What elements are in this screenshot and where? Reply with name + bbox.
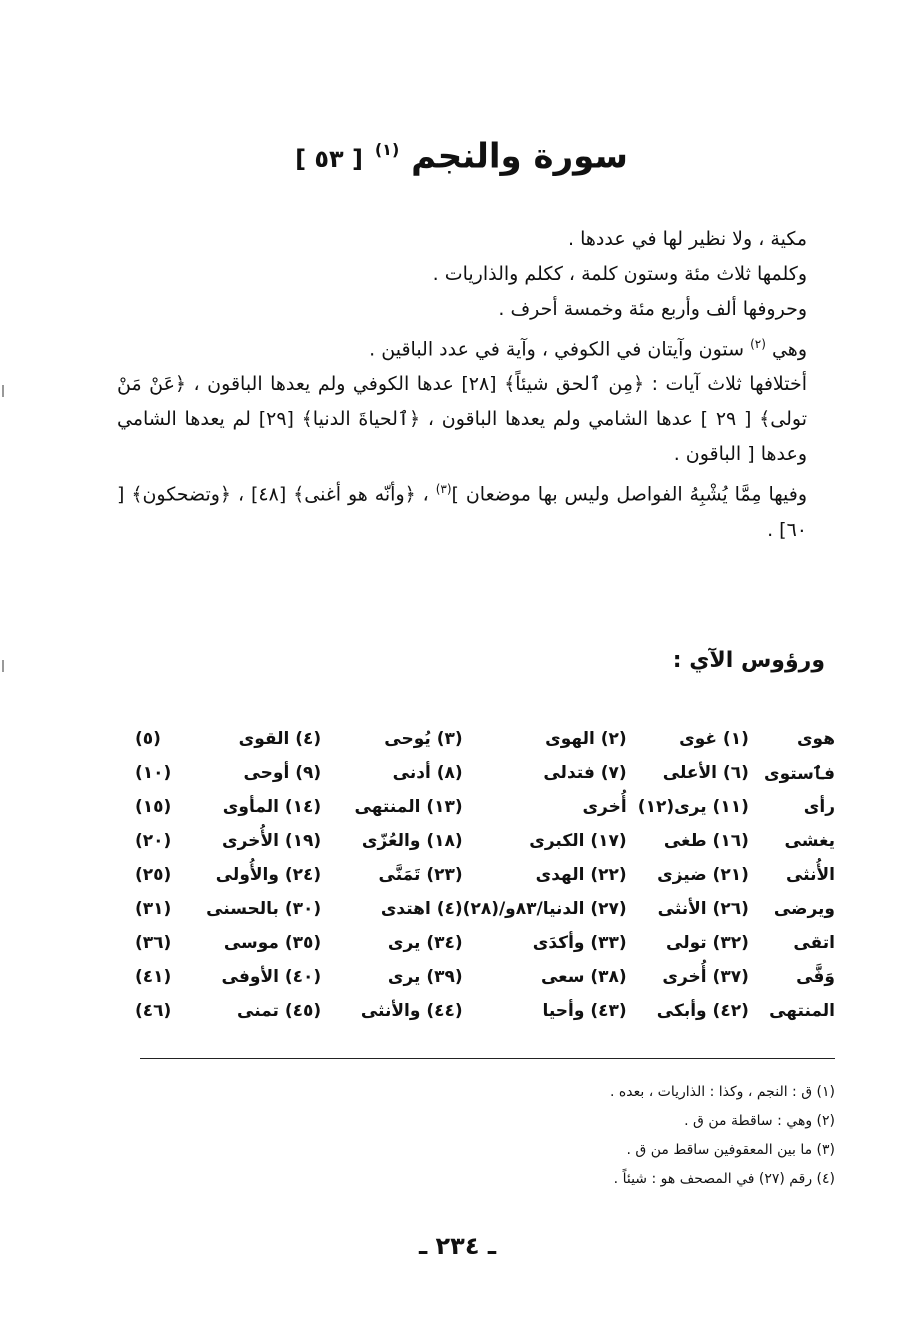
verse-cell: (٣٨) سعى	[540, 967, 627, 987]
title-footnote-ref: (١)	[374, 140, 400, 159]
verse-cell: (٣٩) يرى	[387, 967, 463, 987]
verse-row	[135, 926, 835, 960]
footnote-ref: (٢)	[750, 337, 766, 351]
verse-cell: هوى	[796, 729, 835, 749]
verse-cell: (٣٥) موسى	[223, 933, 322, 953]
footnote-divider	[140, 1058, 835, 1059]
verse-cell: الأُنثى	[785, 865, 835, 885]
footnote: (١) ق : النجم ، وكذا : الذاريات ، بعده .	[610, 1084, 835, 1100]
verse-cell: (١٩) الأُخرى	[222, 831, 322, 851]
verse-cell: (٣٤) يرى	[387, 933, 463, 953]
page-number: ـ ٢٣٤ ـ	[418, 1232, 497, 1260]
verse-cell: (٢٧) الدنيا/٨٣و/(٢٨)	[462, 899, 627, 919]
verse-cell: (٤٥) تمنى	[237, 1001, 322, 1021]
intro-line: أختلافها ثلاث آيات : ﴿مِن ٱلحق شيئاً﴾ [٢٨] عدها الكوفي ولم يعدها الباقون ، ﴿عَنْ مَنْ تولى﴾ [ ٢٩ ] عدها الشامي ولم يعدها الباقون ، ﴿ٱلحياةَ الدنيا﴾ [٢٩] لم يعدها الشامي وعدها [ الباقون .	[117, 373, 808, 466]
verse-cell: (٤) اهتدى	[380, 899, 463, 919]
verse-cell: (٤٠) الأوفى	[221, 967, 322, 987]
verse-cell: فٱستوى	[764, 763, 835, 784]
verse-cell: (٤١)	[135, 967, 172, 987]
verse-heads-title: ورؤوس الآي :	[672, 648, 825, 673]
footnote: (٣) ما بين المعقوفين ساقط من ق .	[626, 1142, 835, 1158]
verse-cell: (٤٤) والأنثى	[360, 1001, 463, 1021]
verse-cell: (٧) فتدلى	[543, 763, 627, 783]
verse-cell: (١٤) المأوى	[222, 797, 322, 817]
verse-row	[135, 960, 835, 994]
verse-cell: (٤) القوى	[238, 729, 322, 749]
intro-line-text: وفيها مِمَّا يُشْبِهُ الفواصل وليس بها موضعان ]	[451, 483, 807, 506]
footnote: (٤) رقم (٢٧) في المصحف هو : شيئاً .	[613, 1171, 835, 1187]
verse-row	[135, 824, 835, 858]
verse-cell: (١٨) والعُزّى	[361, 831, 463, 851]
verse-cell: (٨) أدنى	[392, 763, 463, 783]
verse-row	[135, 756, 835, 790]
verse-cell: (١٧) الكبرى	[529, 831, 627, 851]
verse-cell: (٢٥)	[135, 865, 172, 885]
verse-cell: (٥)	[135, 729, 161, 749]
verse-cell: (٣٧) أُخرى	[662, 967, 749, 987]
footnote: (٢) وهي : ساقطة من ق .	[684, 1113, 835, 1129]
verse-cell: (١٣) المنتهى	[354, 797, 463, 817]
verse-row	[135, 722, 835, 756]
intro-line-prefix: وهي	[771, 338, 807, 361]
verse-cell: المنتهى	[769, 1001, 835, 1021]
verse-row	[135, 790, 835, 824]
intro-text	[117, 222, 807, 548]
verse-cell: رأى	[803, 797, 835, 817]
verse-cell: (٦) الأعلى	[662, 763, 749, 783]
intro-line	[117, 327, 807, 367]
verse-heads-body	[135, 722, 835, 1028]
verse-cell: يغشى	[784, 831, 835, 851]
verse-cell: (١٠)	[135, 763, 172, 783]
verse-cell: (٢١) ضيزى	[657, 865, 749, 885]
surah-number: [ ٥٣ ]	[295, 145, 364, 174]
verse-cell: (٣) يُوحى	[384, 729, 463, 749]
verse-cell: اتقى	[793, 933, 835, 953]
margin-mark	[2, 385, 4, 397]
footnotes	[140, 1078, 835, 1194]
verse-cell: (٢٦) الأنثى	[657, 899, 749, 919]
verse-cell: أُخرى	[582, 797, 627, 817]
verse-cell: (٣٣) وأكدَى	[532, 933, 627, 953]
verse-cell: (٩) أوحى	[243, 763, 322, 783]
verse-cell: (١٦) طغى	[663, 831, 749, 851]
verse-cell: (٣١)	[135, 899, 172, 919]
verse-row	[135, 994, 835, 1028]
verse-cell: (٢٤) والأُولى	[215, 865, 322, 885]
footnote-ref: (٣)	[435, 482, 452, 497]
verse-cell: (٢٠)	[135, 831, 172, 851]
verse-cell: (٣٦)	[135, 933, 172, 953]
verse-row	[135, 892, 835, 926]
verse-cell: (٢) الهوى	[545, 729, 627, 749]
intro-line-text: ستون وآيتان في الكوفي ، وآية في عدد الباقين .	[369, 338, 745, 361]
verse-cell: (١) غوى	[679, 729, 749, 749]
verse-cell: (١٥)	[135, 797, 172, 817]
intro-line: وكلمها ثلاث مئة وستون كلمة ، ككلم والذاريات .	[432, 263, 807, 285]
surah-name: سورة والنجم	[411, 136, 628, 177]
verse-cell: (٤٢) وأبكى	[656, 1001, 749, 1021]
intro-line: مكية ، ولا نظير لها في عددها .	[568, 228, 807, 250]
intro-line-text: ، ﴿وأنّه هو أغنى﴾ [٤٨] ، ﴿وتضحكون﴾ [ ٦٠] .	[117, 483, 807, 541]
verse-heads-table	[135, 722, 835, 1028]
intro-line	[117, 472, 807, 547]
verse-cell: (٢٣) تَمَنَّى	[378, 865, 463, 885]
verse-cell: (١١) يرى(١٢)	[637, 797, 749, 817]
verse-cell: ويرضى	[773, 899, 835, 919]
verse-cell: وَفَّى	[796, 967, 835, 987]
intro-line: وحروفها ألف وأربع مئة وخمسة أحرف .	[498, 298, 807, 320]
verse-cell: (٤٣) وأحيا	[542, 1001, 627, 1021]
verse-cell: (٤٦)	[135, 1001, 172, 1021]
margin-mark	[2, 660, 4, 672]
surah-title	[0, 128, 915, 181]
verse-cell: (٢٢) الهدى	[535, 865, 627, 885]
verse-cell: (٣٢) تولى	[666, 933, 749, 953]
verse-row	[135, 858, 835, 892]
verse-cell: (٣٠) بالحسنى	[206, 899, 322, 919]
